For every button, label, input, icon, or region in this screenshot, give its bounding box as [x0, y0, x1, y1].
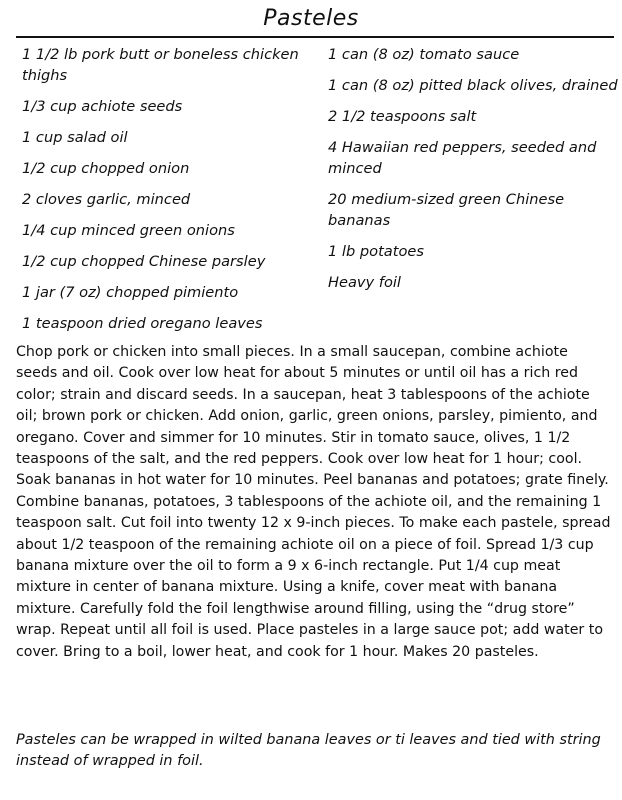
ingredient-item: 1/2 cup chopped Chinese parsley [22, 253, 266, 270]
ingredient-item: 1 1/2 lb pork butt or boneless chicken thighs [22, 46, 299, 84]
ingredient-item: 2 cloves garlic, minced [22, 191, 191, 208]
ingredient-item: 1 cup salad oil [22, 129, 128, 146]
ingredient-item: 2 1/2 teaspoons salt [328, 108, 477, 125]
title-rule [16, 36, 614, 38]
ingredient-item: 4 Hawaiian red peppers, seeded and minced [328, 139, 597, 177]
recipe-title: Pasteles [263, 6, 359, 31]
ingredients-right-column [328, 44, 618, 303]
ingredient-item: 1 teaspoon dried oregano leaves [22, 315, 263, 332]
ingredient-item: 1 lb potatoes [328, 243, 424, 260]
ingredient-item: 1 can (8 oz) pitted black olives, drained [328, 77, 618, 94]
ingredient-item: 1/3 cup achiote seeds [22, 98, 183, 115]
note-paragraph: Pasteles can be wrapped in wilted banana leaves or ti leaves and tied with string instead of wrapped in foil. [16, 732, 601, 769]
ingredient-item: 1 jar (7 oz) chopped pimiento [22, 284, 239, 301]
ingredient-item: 20 medium-sized green Chinese bananas [328, 191, 565, 229]
ingredient-item: 1 can (8 oz) tomato sauce [328, 46, 520, 63]
ingredient-item: 1/2 cup chopped onion [22, 160, 190, 177]
ingredients-left-column [22, 44, 312, 344]
directions-paragraph: Chop pork or chicken into small pieces. In a small saucepan, combine achiote seeds and oil. Cook over low heat for about 5 minutes or until oil has a rich red color; strain and discard seeds. In a saucepan, heat 3 tablespoons of the achiote oil; brown pork or chicken. Add onion, garlic, green onions, parsley, pimiento, and oregano. Cover and simmer for 10 minutes. Stir in tomato sauce, olives, 1 1/2 teaspoons of the salt, and the red peppers. Cook over low heat for 1 hour; cool. Soak bananas in hot water for 10 minutes. Peel bananas and potatoes; grate finely. Combine bananas, potatoes, 3 tablespoons of the achiote oil, and the remaining 1 teaspoon salt. Cut foil into twenty 12 x 9-inch pieces. To make each pastele, spread about 1/2 teaspoon of the remaining achiote oil on a piece of foil. Spread 1/3 cup banana mixture over the oil to form a 9 x 6-inch rectangle. Put 1/4 cup meat mixture in center of banana mixture. Using a knife, cover meat with banana mixture. Carefully fold the foil lengthwise around filling, using the “drug store” wrap. Repeat until all foil is used. Place pasteles in a large sauce pot; add water to cover. Bring to a boil, lower heat, and cook for 1 hour. Makes 20 pasteles. [16, 344, 611, 660]
ingredient-item: 1/4 cup minced green onions [22, 222, 235, 239]
ingredient-item: Heavy foil [328, 274, 401, 291]
